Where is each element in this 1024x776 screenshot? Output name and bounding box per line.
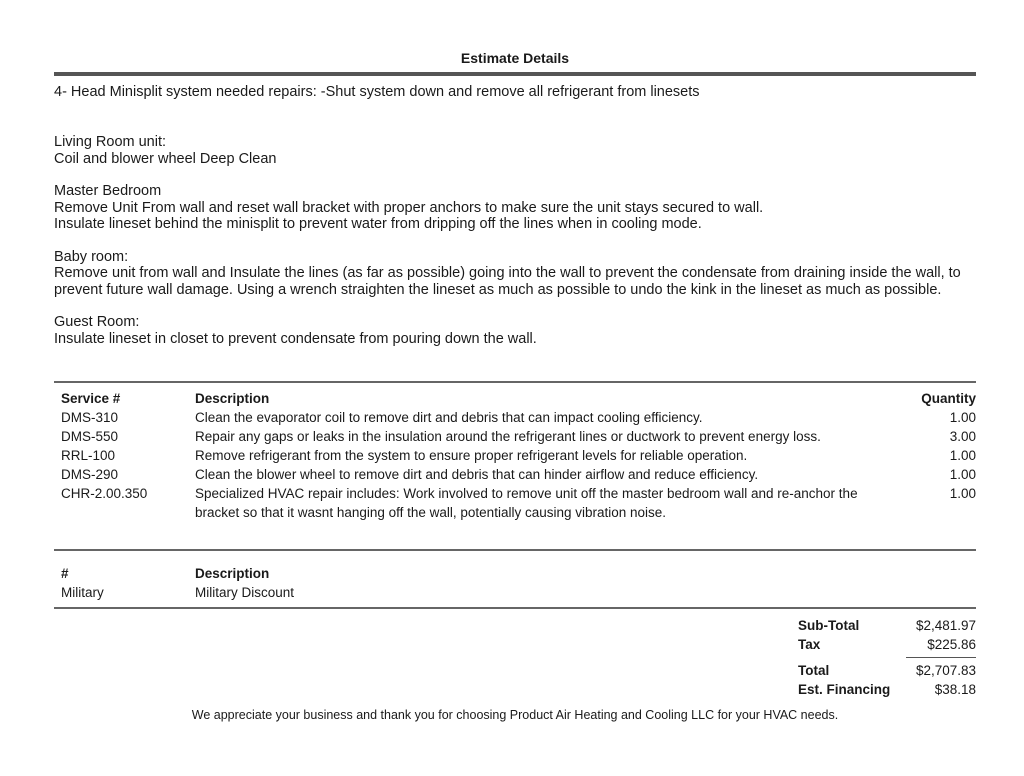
note-baby-room: [54, 249, 976, 299]
repair-notes: [54, 134, 976, 363]
service-quantity: 1.00: [949, 410, 976, 425]
note-guest-room: [54, 314, 976, 347]
page-title: Estimate Details: [460, 50, 570, 66]
note-line: Remove Unit From wall and reset wall bracket with proper anchors to make sure the unit stays secured to wall.: [54, 199, 764, 216]
header-quantity: Quantity: [921, 391, 976, 406]
financing-value: $38.18: [934, 682, 976, 697]
header-description: Description: [195, 391, 270, 406]
table-header-row: [54, 389, 976, 408]
discounts-table: [54, 564, 976, 602]
title-divider: [54, 72, 976, 76]
totals-divider: [906, 657, 976, 658]
header-number: #: [61, 566, 69, 581]
subtotal-label: Sub-Total: [798, 618, 860, 633]
service-description: Repair any gaps or leaks in the insulation around the refrigerant lines or ductwork to prevent energy loss.: [195, 429, 821, 444]
footer-message: We appreciate your business and thank you for choosing Product Air Heating and Cooling LLC for your HVAC needs.: [191, 708, 839, 722]
header-service-number: Service #: [61, 391, 121, 406]
note-heading: Master Bedroom: [54, 183, 162, 199]
service-quantity: 1.00: [949, 448, 976, 463]
service-description: Remove refrigerant from the system to ensure proper refrigerant levels for reliable operation.: [195, 448, 748, 463]
note-line: Insulate lineset behind the minisplit to prevent water from dripping off the lines when in cooling mode.: [54, 216, 702, 232]
service-code: DMS-550: [61, 429, 119, 444]
discount-code: Military: [61, 585, 104, 600]
discounts-bottom-divider: [54, 607, 976, 609]
table-header-row: [54, 564, 976, 583]
note-line: Coil and blower wheel Deep Clean: [54, 150, 277, 167]
services-top-divider: [54, 381, 976, 383]
note-living-room: [54, 134, 976, 167]
table-row: [54, 408, 976, 427]
note-heading: Baby room:: [54, 248, 129, 265]
service-quantity: 1.00: [949, 486, 976, 501]
tax-label: Tax: [798, 637, 821, 652]
note-master-bedroom: [54, 183, 976, 233]
subtotal-value: $2,481.97: [915, 618, 976, 633]
tax-value: $225.86: [927, 637, 976, 652]
subtotal-row: [798, 616, 976, 635]
services-bottom-divider: [54, 549, 976, 551]
table-row: [54, 446, 976, 465]
service-description: Specialized HVAC repair includes: Work involved to remove unit off the master bedroom wall and re-anchor the bracket so that it wasnt hanging off the wall, potentially causing vibration noise.: [195, 486, 858, 520]
service-quantity: 3.00: [949, 429, 976, 444]
total-row: [798, 661, 976, 680]
discount-description: Military Discount: [195, 585, 295, 600]
table-row: [54, 465, 976, 484]
service-code: DMS-290: [61, 467, 119, 482]
note-line: Remove unit from wall and Insulate the lines (as far as possible) going into the wall to prevent the condensate from draining inside the wall, to prevent future wall damage. Using a wrench straighten the lineset as much as possible to undo the kink in the lineset as much as possible.: [54, 265, 961, 298]
table-row: [54, 583, 976, 602]
totals-summary: [798, 616, 976, 699]
service-code: DMS-310: [61, 410, 119, 425]
note-heading: Guest Room:: [54, 314, 140, 330]
note-heading: Living Room unit:: [54, 134, 167, 150]
tax-row: [798, 635, 976, 654]
service-description: Clean the blower wheel to remove dirt and debris that can hinder airflow and reduce efficiency.: [195, 467, 759, 482]
service-description: Clean the evaporator coil to remove dirt and debris that can impact cooling efficiency.: [195, 410, 703, 425]
header-description: Description: [195, 566, 270, 581]
services-table: [54, 389, 976, 522]
total-label: Total: [798, 663, 830, 678]
service-code: CHR-2.00.350: [61, 486, 148, 501]
note-line: Insulate lineset in closet to prevent condensate from pouring down the wall.: [54, 330, 537, 347]
financing-row: [798, 680, 976, 699]
total-value: $2,707.83: [915, 663, 976, 678]
table-row: [54, 484, 976, 522]
intro-text: 4- Head Minisplit system needed repairs: -Shut system down and remove all refrigerant from linesets: [54, 84, 700, 100]
financing-label: Est. Financing: [798, 682, 891, 697]
service-quantity: 1.00: [949, 467, 976, 482]
service-code: RRL-100: [61, 448, 116, 463]
table-row: [54, 427, 976, 446]
